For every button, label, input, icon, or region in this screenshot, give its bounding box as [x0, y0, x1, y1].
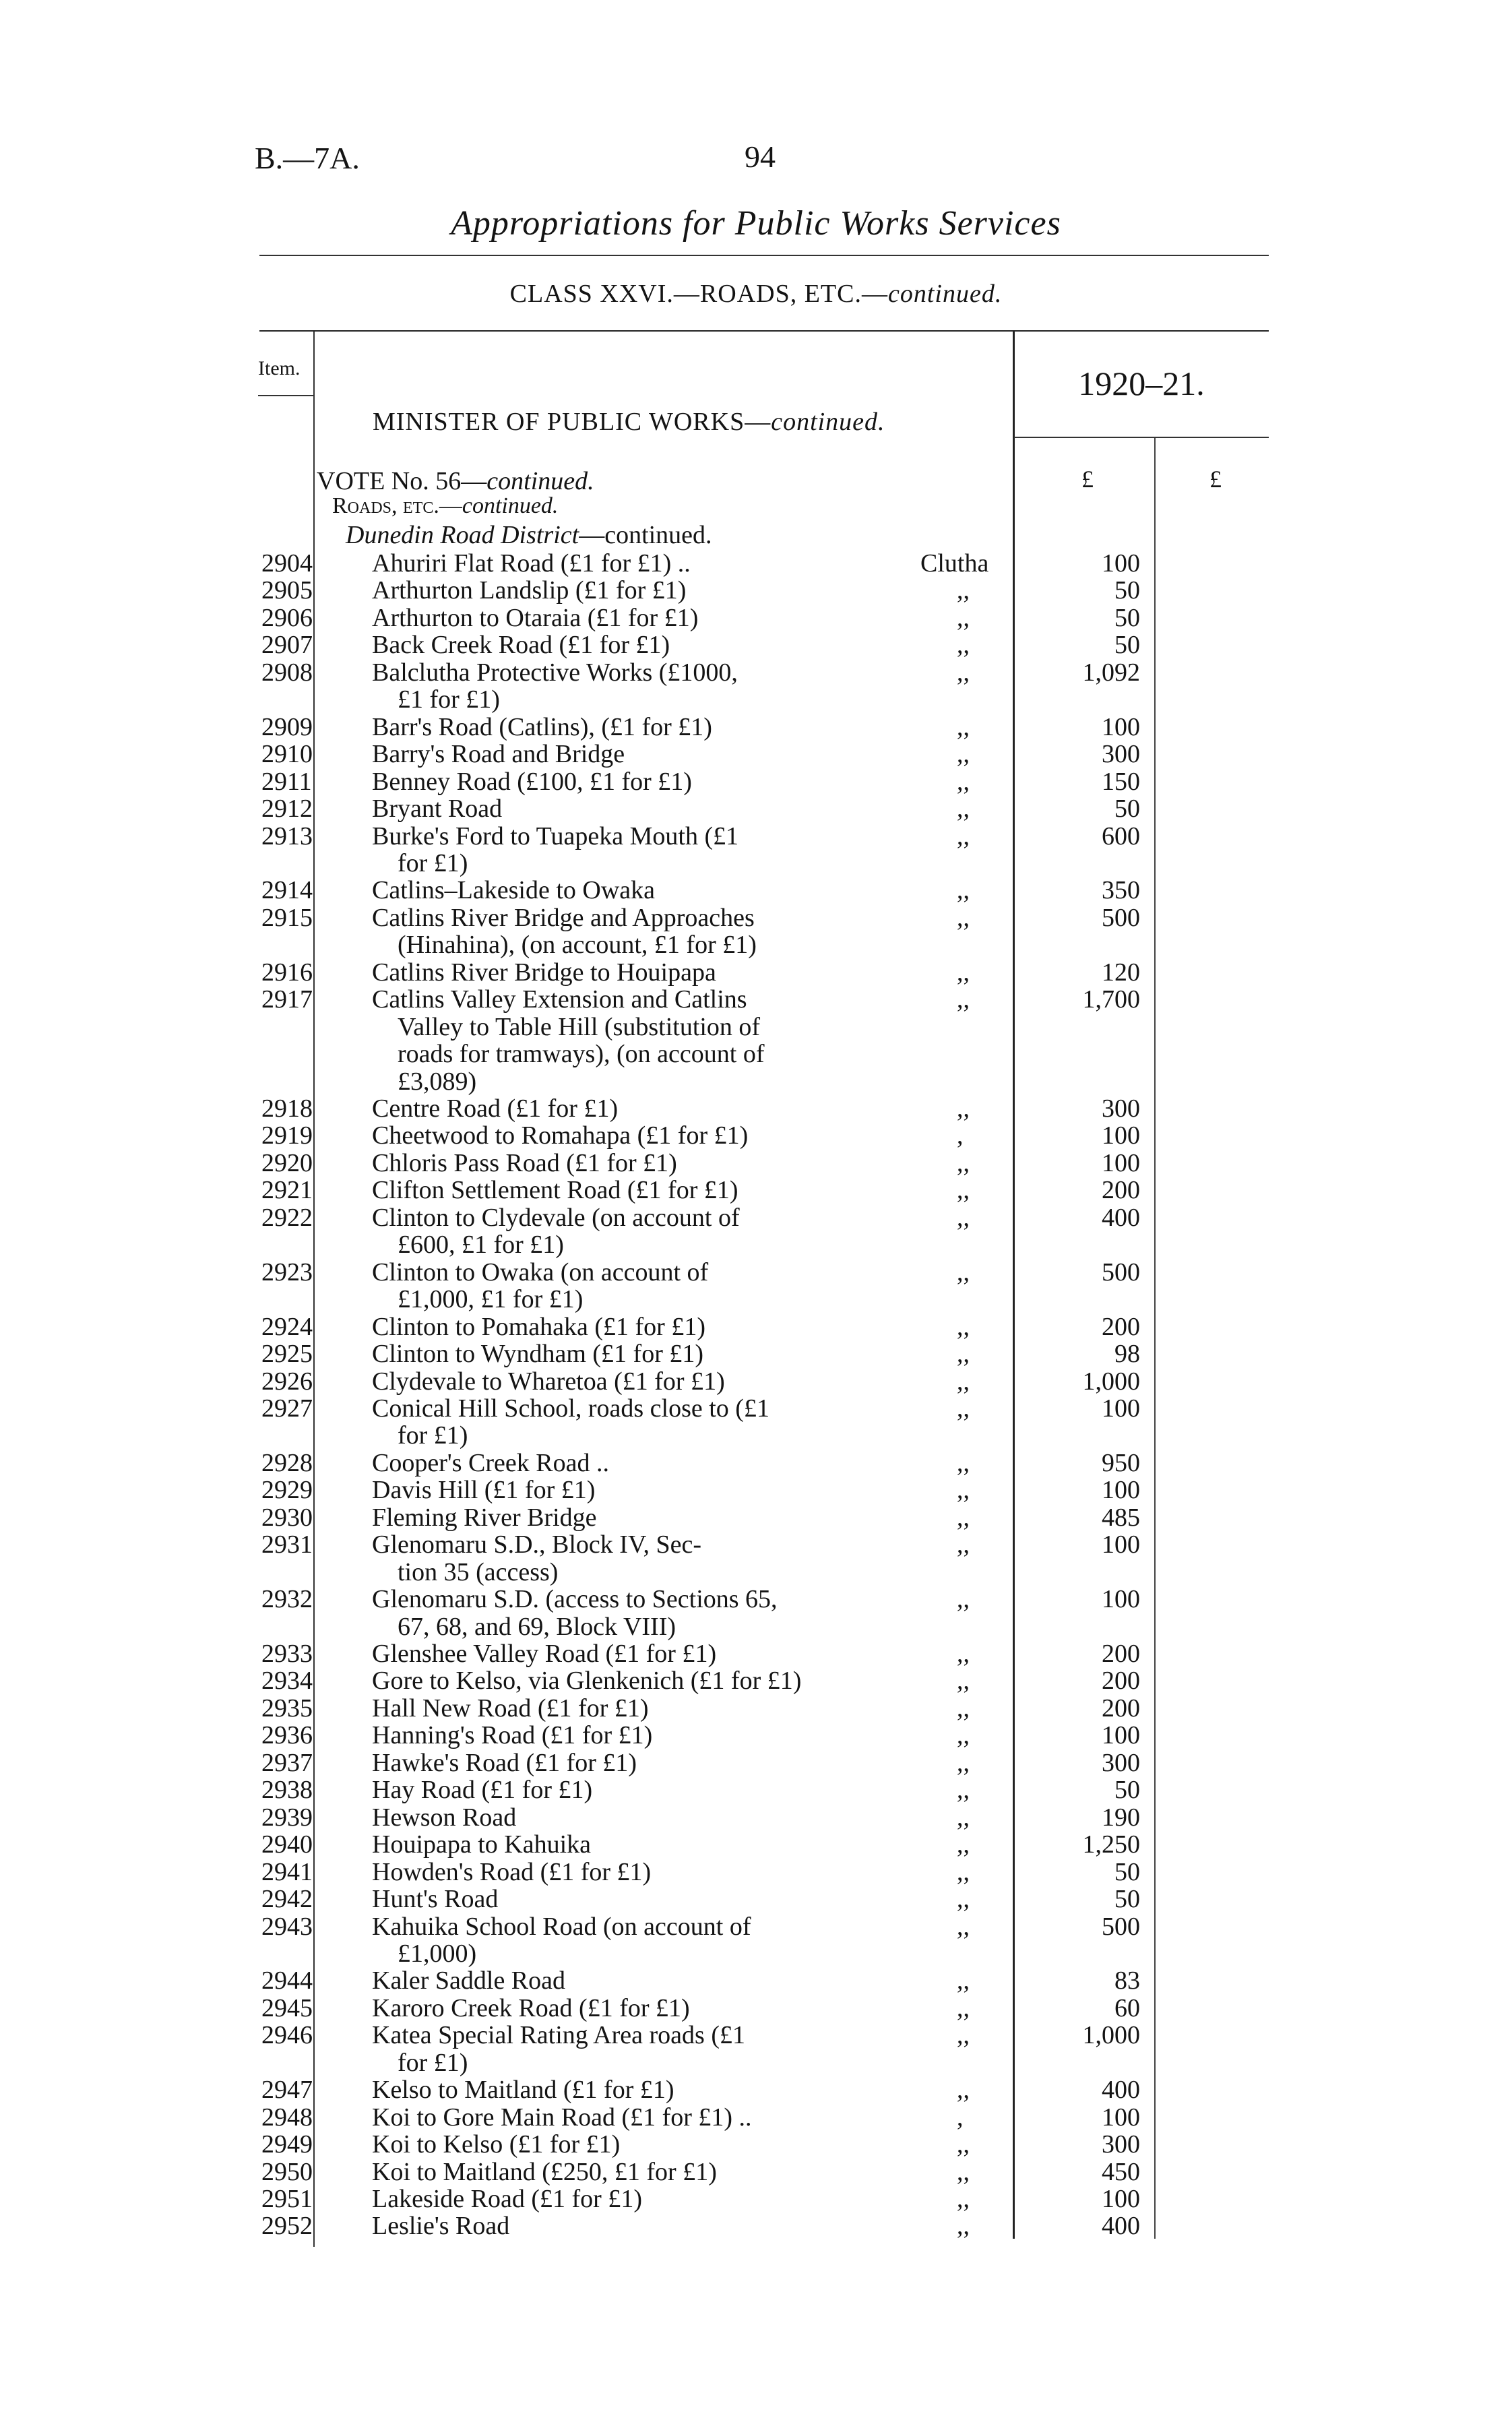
item-description: Catlins Valley Extension and Catlins: [372, 985, 747, 1014]
amount: 300: [1102, 1748, 1140, 1777]
heading-rule: [259, 255, 1269, 256]
item-description: Cheetwood to Romahapa (£1 for £1): [372, 1121, 749, 1150]
electoral-district: ,,: [957, 876, 970, 905]
district-continued: —continued.: [579, 521, 712, 549]
electoral-district: ,,: [957, 1258, 970, 1286]
item-number: 2915: [261, 903, 313, 932]
amount: 400: [1102, 2212, 1140, 2241]
document-reference: B.—7A.: [255, 141, 360, 175]
electoral-district: ,,: [957, 2021, 970, 2050]
electoral-district: ,,: [957, 2130, 970, 2159]
item-description: Clydevale to Wharetoa (£1 for £1): [372, 1367, 725, 1396]
item-description: Kahuika School Road (on account of: [372, 1912, 751, 1941]
item-number: 2934: [261, 1667, 313, 1696]
item-description: Barry's Road and Bridge: [372, 740, 625, 769]
amount: 950: [1102, 1448, 1140, 1477]
item-description: Leslie's Road: [372, 2212, 510, 2241]
item-description: Hewson Road: [372, 1803, 517, 1832]
item-number: 2921: [261, 1176, 313, 1205]
amount: 1,700: [1082, 985, 1140, 1014]
amount: 100: [1102, 1530, 1140, 1559]
amount: 1,250: [1082, 1830, 1140, 1859]
item-number: 2944: [261, 1966, 313, 1995]
item-number: 2945: [261, 1993, 313, 2022]
electoral-district: ,,: [957, 1640, 970, 1668]
item-description-continued: £1,000): [398, 1939, 477, 1968]
page-number: 94: [745, 139, 776, 174]
amount: 600: [1102, 821, 1140, 850]
amount: 100: [1102, 1148, 1140, 1177]
pound-column-divider: [1154, 438, 1156, 2239]
district-heading: [346, 520, 712, 550]
amount: 83: [1114, 1966, 1140, 1995]
item-number: 2933: [261, 1640, 313, 1668]
item-description: Clinton to Pomahaka (£1 for £1): [372, 1312, 705, 1341]
item-number: 2941: [261, 1857, 313, 1886]
amount: 190: [1102, 1803, 1140, 1832]
item-number: 2947: [261, 2076, 313, 2105]
electoral-district: ,,: [957, 821, 970, 850]
item-number: 2932: [261, 1585, 313, 1614]
item-number: 2923: [261, 1258, 313, 1286]
electoral-district: ,,: [957, 1694, 970, 1723]
item-number: 2926: [261, 1367, 313, 1396]
page-heading: Appropriations for Public Works Services: [451, 204, 1061, 243]
item-description-continued: roads for tramways), (on account of: [398, 1040, 765, 1069]
class-title: [0, 279, 1512, 309]
district-text: Dunedin Road District: [346, 521, 579, 549]
electoral-district: ,,: [957, 1203, 970, 1232]
amount: 500: [1102, 1912, 1140, 1941]
amount: 150: [1102, 767, 1140, 796]
item-number: 2951: [261, 2185, 313, 2213]
electoral-district: ,,: [957, 631, 970, 660]
electoral-district: ,,: [957, 1912, 970, 1941]
item-description: Burke's Ford to Tuapeka Mouth (£1: [372, 821, 739, 850]
vote-text: VOTE No. 56—: [317, 467, 487, 495]
electoral-district: ,,: [957, 576, 970, 605]
electoral-district: ,,: [957, 1585, 970, 1614]
item-description: Catlins–Lakeside to Owaka: [372, 876, 656, 905]
item-number: 2905: [261, 576, 313, 605]
item-number: 2929: [261, 1476, 313, 1505]
electoral-district: ,,: [957, 1367, 970, 1396]
amount: 50: [1114, 631, 1140, 660]
item-number: 2946: [261, 2021, 313, 2050]
amount: 120: [1102, 958, 1140, 987]
item-description: Arthurton to Otaraia (£1 for £1): [372, 603, 699, 632]
electoral-district: ,,: [957, 712, 970, 741]
electoral-district: ,,: [957, 1748, 970, 1777]
item-description-continued: £600, £1 for £1): [398, 1231, 564, 1260]
electoral-district: ,,: [957, 1776, 970, 1805]
amount: 400: [1102, 1203, 1140, 1232]
item-description: Arthurton Landslip (£1 for £1): [372, 576, 687, 605]
item-description-continued: £1,000, £1 for £1): [398, 1285, 584, 1314]
amount: 200: [1102, 1312, 1140, 1341]
amount: 1,000: [1082, 1367, 1140, 1396]
roads-heading: [332, 493, 558, 519]
item-description: Balclutha Protective Works (£1000,: [372, 658, 738, 687]
electoral-district: Clutha: [920, 549, 989, 578]
electoral-district: ,,: [957, 1530, 970, 1559]
electoral-district: ,,: [957, 1176, 970, 1205]
amount: 200: [1102, 1176, 1140, 1205]
electoral-district: ,,: [957, 1448, 970, 1477]
electoral-district: ,,: [957, 1966, 970, 1995]
electoral-district: ,,: [957, 1803, 970, 1832]
electoral-district: ,,: [957, 1394, 970, 1423]
electoral-district: ,,: [957, 1148, 970, 1177]
pound-symbol-right: £: [1209, 466, 1222, 493]
amount: 300: [1102, 1094, 1140, 1123]
electoral-district: ,,: [957, 2076, 970, 2105]
item-number: 2942: [261, 1885, 313, 1914]
item-description: Clifton Settlement Road (£1 for £1): [372, 1176, 738, 1205]
item-number: 2917: [261, 985, 313, 1014]
electoral-district: ,,: [957, 1830, 970, 1859]
amount: 98: [1114, 1340, 1140, 1369]
amount: 100: [1102, 2185, 1140, 2213]
amount: 50: [1114, 576, 1140, 605]
item-number: 2949: [261, 2130, 313, 2159]
electoral-district: ,,: [957, 1667, 970, 1696]
item-description: Back Creek Road (£1 for £1): [372, 631, 670, 660]
electoral-district: ,,: [957, 1476, 970, 1505]
class-title-continued: continued.: [887, 280, 1003, 308]
item-number: 2925: [261, 1340, 313, 1369]
item-description: Clinton to Clydevale (on account of: [372, 1203, 740, 1232]
item-number: 2948: [261, 2103, 313, 2132]
year-column-divider: [1013, 332, 1015, 2239]
amount: 50: [1114, 603, 1140, 632]
electoral-district: ,,: [957, 1094, 970, 1123]
amount: 500: [1102, 1258, 1140, 1286]
minister-heading: [373, 407, 885, 437]
item-number: 2916: [261, 958, 313, 987]
amount: 200: [1102, 1640, 1140, 1668]
amount: 60: [1114, 1993, 1140, 2022]
item-description-continued: £1 for £1): [398, 685, 500, 714]
amount: 50: [1114, 795, 1140, 824]
item-number: 2912: [261, 795, 313, 824]
item-description: Koi to Gore Main Road (£1 for £1) ..: [372, 2103, 752, 2132]
item-number: 2919: [261, 1121, 313, 1150]
amount: 450: [1102, 2157, 1140, 2186]
item-description: Glenomaru S.D., Block IV, Sec-: [372, 1530, 702, 1559]
item-description-continued: tion 35 (access): [398, 1557, 559, 1586]
amount: 200: [1102, 1667, 1140, 1696]
electoral-district: ,,: [957, 740, 970, 769]
vote-continued: continued.: [486, 467, 594, 495]
item-description-continued: for £1): [398, 2048, 468, 2077]
item-description: Howden's Road (£1 for £1): [372, 1857, 652, 1886]
item-description: Gore to Kelso, via Glenkenich (£1 for £1): [372, 1667, 802, 1696]
item-number: 2940: [261, 1830, 313, 1859]
item-description-continued: Valley to Table Hill (substitution of: [398, 1012, 761, 1041]
electoral-district: ,,: [957, 603, 970, 632]
amount: 50: [1114, 1885, 1140, 1914]
item-description: Karoro Creek Road (£1 for £1): [372, 1993, 690, 2022]
amount: 300: [1102, 2130, 1140, 2159]
electoral-district: ,,: [957, 958, 970, 987]
electoral-district: ,,: [957, 1993, 970, 2022]
electoral-district: ,,: [957, 1721, 970, 1750]
item-number: 2909: [261, 712, 313, 741]
amount: 100: [1102, 549, 1140, 578]
electoral-district: ,: [957, 1121, 964, 1150]
item-number: 2910: [261, 740, 313, 769]
item-description: Kelso to Maitland (£1 for £1): [372, 2076, 674, 2105]
item-description: Glenshee Valley Road (£1 for £1): [372, 1640, 717, 1668]
item-description: Conical Hill School, roads close to (£1: [372, 1394, 769, 1423]
electoral-district: ,,: [957, 903, 970, 932]
amount: 100: [1102, 1394, 1140, 1423]
item-number: 2952: [261, 2212, 313, 2241]
item-number: 2920: [261, 1148, 313, 1177]
minister-continued: continued.: [771, 408, 885, 436]
electoral-district: ,,: [957, 1340, 970, 1369]
electoral-district: ,,: [957, 985, 970, 1014]
amount: 50: [1114, 1857, 1140, 1886]
item-number: 2907: [261, 631, 313, 660]
amount: 100: [1102, 712, 1140, 741]
item-number: 2911: [261, 767, 312, 796]
item-description: Koi to Kelso (£1 for £1): [372, 2130, 621, 2159]
item-number: 2936: [261, 1721, 313, 1750]
item-description: Cooper's Creek Road ..: [372, 1448, 609, 1477]
electoral-district: ,,: [957, 658, 970, 687]
item-description: Hall New Road (£1 for £1): [372, 1694, 649, 1723]
vote-heading: [317, 466, 594, 496]
table-top-rule: [259, 330, 1269, 332]
item-description: Houipapa to Kahuika: [372, 1830, 592, 1859]
amount: 100: [1102, 1121, 1140, 1150]
item-number: 2935: [261, 1694, 313, 1723]
pound-symbol-left: £: [1081, 466, 1094, 493]
item-description: Hanning's Road (£1 for £1): [372, 1721, 653, 1750]
item-description-continued: £3,089): [398, 1067, 477, 1096]
item-number: 2931: [261, 1530, 313, 1559]
amount: 300: [1102, 740, 1140, 769]
item-description: Lakeside Road (£1 for £1): [372, 2185, 642, 2213]
item-number: 2943: [261, 1912, 313, 1941]
item-number: 2938: [261, 1776, 313, 1805]
amount: 1,092: [1082, 658, 1140, 687]
electoral-district: ,: [957, 2103, 964, 2132]
item-description: Glenomaru S.D. (access to Sections 65,: [372, 1585, 778, 1614]
item-number: 2939: [261, 1803, 313, 1832]
item-description: Barr's Road (Catlins), (£1 for £1): [372, 712, 712, 741]
electoral-district: ,,: [957, 2185, 970, 2213]
item-description: Hawke's Road (£1 for £1): [372, 1748, 637, 1777]
electoral-district: ,,: [957, 1503, 970, 1532]
year-header-rule: [1014, 437, 1269, 438]
item-description: Hunt's Road: [372, 1885, 499, 1914]
item-description-continued: for £1): [398, 848, 468, 877]
item-description: Koi to Maitland (£250, £1 for £1): [372, 2157, 717, 2186]
class-title-text: CLASS XXVI.—ROADS, ETC.—: [509, 280, 888, 308]
year-column-header: 1920–21.: [1078, 365, 1205, 402]
amount: 50: [1114, 1776, 1140, 1805]
item-number: 2914: [261, 876, 313, 905]
amount: 100: [1102, 1721, 1140, 1750]
item-number: 2922: [261, 1203, 313, 1232]
item-description: Fleming River Bridge: [372, 1503, 597, 1532]
amount: 100: [1102, 2103, 1140, 2132]
item-description: Benney Road (£100, £1 for £1): [372, 767, 692, 796]
item-number: 2913: [261, 821, 313, 850]
amount: 350: [1102, 876, 1140, 905]
item-number: 2908: [261, 658, 313, 687]
amount: 200: [1102, 1694, 1140, 1723]
item-description: Ahuriri Flat Road (£1 for £1) ..: [372, 549, 691, 578]
electoral-district: ,,: [957, 795, 970, 824]
item-description-continued: for £1): [398, 1421, 468, 1450]
item-number: 2906: [261, 603, 313, 632]
minister-text: MINISTER OF PUBLIC WORKS—: [373, 408, 771, 436]
amount: 100: [1102, 1476, 1140, 1505]
amount: 400: [1102, 2076, 1140, 2105]
electoral-district: ,,: [957, 1885, 970, 1914]
item-description: Catlins River Bridge and Approaches: [372, 903, 755, 932]
item-header-rule: [258, 395, 313, 396]
item-number: 2928: [261, 1448, 313, 1477]
electoral-district: ,,: [957, 2212, 970, 2241]
item-column-divider: [313, 332, 315, 2247]
item-description-continued: (Hinahina), (on account, £1 for £1): [398, 931, 757, 960]
item-description: Clinton to Owaka (on account of: [372, 1258, 709, 1286]
item-description: Katea Special Rating Area roads (£1: [372, 2021, 745, 2050]
item-description: Hay Road (£1 for £1): [372, 1776, 593, 1805]
amount: 485: [1102, 1503, 1140, 1532]
item-number: 2950: [261, 2157, 313, 2186]
item-number: 2924: [261, 1312, 313, 1341]
amount: 500: [1102, 903, 1140, 932]
item-description: Davis Hill (£1 for £1): [372, 1476, 596, 1505]
electoral-district: ,,: [957, 2157, 970, 2186]
item-column-header: Item.: [258, 357, 301, 379]
item-description: Chloris Pass Road (£1 for £1): [372, 1148, 677, 1177]
electoral-district: ,,: [957, 1312, 970, 1341]
item-description: Bryant Road: [372, 795, 503, 824]
item-description-continued: 67, 68, and 69, Block VIII): [398, 1612, 676, 1641]
item-number: 2930: [261, 1503, 313, 1532]
amount: 1,000: [1082, 2021, 1140, 2050]
electoral-district: ,,: [957, 1857, 970, 1886]
item-number: 2918: [261, 1094, 313, 1123]
amount: 100: [1102, 1585, 1140, 1614]
electoral-district: ,,: [957, 767, 970, 796]
roads-text: Roads, etc.—: [332, 493, 462, 518]
item-number: 2904: [261, 549, 313, 578]
item-description: Clinton to Wyndham (£1 for £1): [372, 1340, 704, 1369]
roads-continued: continued.: [462, 493, 559, 518]
item-description: Catlins River Bridge to Houipapa: [372, 958, 716, 987]
item-number: 2927: [261, 1394, 313, 1423]
item-description: Centre Road (£1 for £1): [372, 1094, 619, 1123]
item-description: Kaler Saddle Road: [372, 1966, 566, 1995]
item-number: 2937: [261, 1748, 313, 1777]
